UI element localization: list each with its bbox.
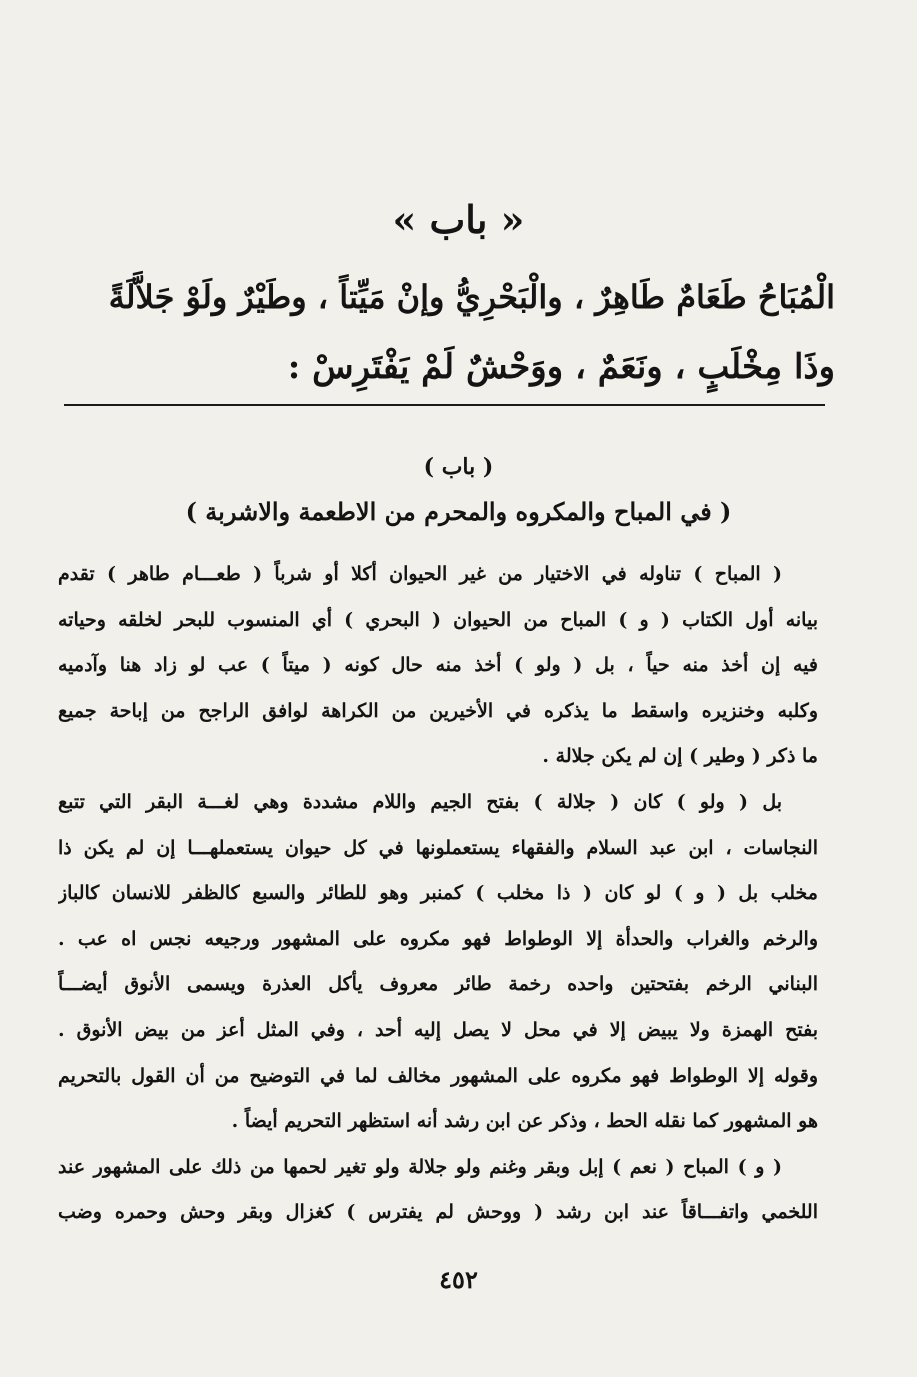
commentary-line: فيه إن أخذ منه حياً ، بل ( ولو ) أخذ منه حال كونه ( ميتاً ) عب لو زاد هنا وآدميه — [58, 654, 818, 677]
commentary-line: مخلب بل ( و ) لو كان ( ذا مخلب ) كمنبر وهو للطائر والسبع كالظفر للانسان كالباز — [58, 882, 818, 905]
commentary-line: بل ( ولو ) كان ( جلالة ) بفتح الجيم واللام مشددة وهي لغـــة البقر التي تتبع — [58, 790, 782, 813]
commentary-line: اللخمي واتفـــاقاً عند ابن رشد ( ووحش لم يفترس ) كغزال وبقر وحش وحمره وضب — [58, 1201, 818, 1224]
commentary-line: بفتح الهمزة ولا يبيض إلا في محل لا يصل إليه أحد ، وفي المثل أعز من بيض الأنوق . — [58, 1018, 818, 1041]
commentary-line: بيانه أول الكتاب ( و ) المباح من الحيوان ( البحري ) أي المنسوب للبحر لخلقه وحياته — [58, 608, 818, 631]
matn-line: وذَا مِخْلَبٍ ، ونَعَمٌ ، ووَحْشٌ لَمْ يَفْتَرِسْ : — [287, 347, 835, 387]
matn-line: الْمُبَاحُ طَعَامٌ طَاهِرٌ ، والْبَحْرِيُّ وإنْ مَيِّتاً ، وطَيْرٌ ولَوْ جَلاَّلَةً — [108, 278, 835, 316]
commentary-line: ( المباح ) تناوله في الاختيار من غير الحيوان أكلا أو شرباً ( طعـــام طاهر ) تقدم — [58, 563, 782, 585]
commentary-line: هو المشهور كما نقله الحط ، وذكر عن ابن رشد أنه استظهر التحريم أيضاً . — [231, 1110, 818, 1133]
chapter-title: « باب » — [392, 197, 525, 242]
commentary-line: النجاسات ، ابن عبد السلام والفقهاء يستعملونها في كل حيوان يستعملهـــا إن لم يكن ذا — [58, 836, 818, 859]
matn-text — [100, 262, 835, 402]
commentary-line: وقوله إلا الوطواط فهو مكروه على المشهور مخالف لما في التوضيح من أن القول بالتحريم — [58, 1064, 818, 1087]
section-subtitle: ( في المباح والمكروه والمحرم من الاطعمة والاشربة ) — [185, 497, 732, 526]
commentary-line: ( و ) المباح ( نعم ) إبل وبقر وغنم ولو جلالة ولو تغير لحمها من ذلك على المشهور عند — [58, 1155, 782, 1178]
page-number: ٤٥٢ — [439, 1265, 478, 1294]
commentary-line: البناني الرخم بفتحتين واحده رخمة طائر معروف يأكل العذرة ويسمى الأنوق أيضـــاً — [58, 973, 818, 996]
commentary-line: والرخم والغراب والحدأة إلا الوطواط فهو مكروه على المشهور ورجيعه نجس اه عب . — [58, 927, 818, 950]
section-label: ( باب ) — [423, 454, 494, 480]
commentary-line: وكلبه وخنزيره واسقط ما يذكره في الأخيرين من الكراهة لوافق الراجح من إباحة جميع — [58, 699, 818, 722]
horizontal-divider — [64, 404, 825, 406]
commentary-line: ما ذكر ( وطير ) إن لم يكن جلالة . — [542, 745, 818, 768]
commentary-text — [58, 552, 818, 1236]
